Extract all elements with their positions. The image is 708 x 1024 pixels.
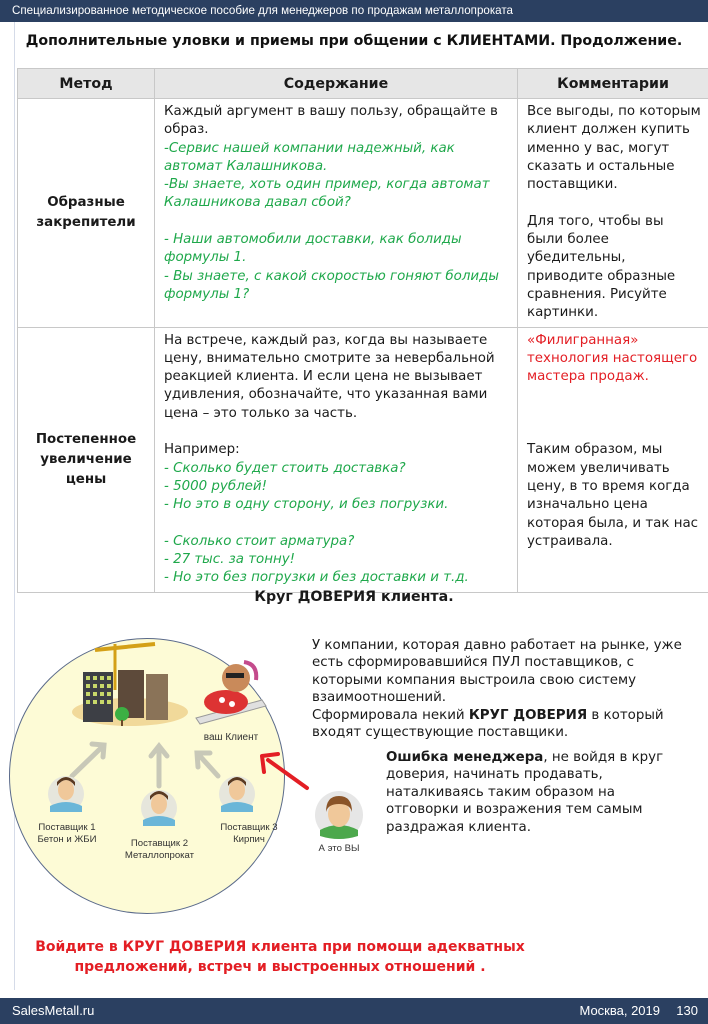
client-illustration: [196, 662, 266, 724]
supplier-1-label: Поставщик 1 Бетон и ЖБИ: [37, 822, 97, 845]
table-row: [18, 327, 708, 592]
call-to-action: Войдите в КРУГ ДОВЕРИЯ клиента при помощи адекватных предложений, встреч и выстроенных отношений .: [35, 939, 525, 975]
trust-circle-illustration: [0, 630, 330, 920]
column-header-comments: Комментарии: [518, 69, 708, 99]
comment-highlight: «Филигранная» технология настоящего мастера продаж.: [527, 332, 698, 385]
example-line: - Но это без погрузки и без доставки и т.д.: [164, 570, 469, 586]
example-line: - Сколько стоит арматура?: [164, 533, 355, 549]
top-banner: Специализированное методическое пособие для менеджеров по продажам металлопроката: [0, 0, 708, 22]
manager-mistake-text: Ошибка менеджера, не войдя в круг доверия, начинать продавать, наталкиваясь таким образом на отговорки и возражения тем самым раздражая клиента.: [386, 750, 664, 835]
method-cell: Постепенное увеличение цены: [18, 327, 155, 592]
example-line: - 27 тыс. за тонну!: [164, 552, 296, 568]
footer-city-year: Москва, 2019: [579, 1003, 660, 1018]
supplier-arrows: [72, 744, 218, 786]
example-line: - Но это в одну сторону, и без погрузки.: [164, 497, 449, 513]
trust-circle-title: Круг ДОВЕРИЯ клиента.: [254, 589, 454, 605]
footer-site: SalesMetall.ru: [12, 1003, 95, 1018]
supplier-1-avatar: [48, 776, 84, 812]
column-header-method: Метод: [18, 69, 155, 99]
table-row: [18, 99, 708, 328]
example-line: - 5000 рублей!: [164, 478, 267, 494]
you-label: А это ВЫ: [318, 843, 360, 854]
example-line: -Вы знаете, хоть один пример, когда автомат Калашникова давал сбой?: [164, 177, 490, 211]
red-arrow-icon: [262, 754, 307, 788]
supplier-3-label: Поставщик 3 Кирпич: [220, 822, 278, 845]
comments-cell: [518, 327, 708, 592]
example-line: -Сервис нашей компании надежный, как автомат Калашникова.: [164, 140, 455, 174]
page-number: 130: [676, 1003, 698, 1018]
comment-text: Для того, чтобы вы были более убедительны, приводите образные сравнения. Рисуйте картинки.: [527, 213, 676, 321]
comment-text: Таким образом, мы можем увеличивать цену, в то время когда изначально цена которая была, и так нас устраивала.: [527, 442, 699, 549]
column-header-content: Содержание: [155, 69, 518, 99]
content-cell: [155, 327, 518, 592]
content-cell: [155, 99, 518, 328]
table-header-row: [18, 69, 708, 99]
footer-bar: [0, 998, 708, 1024]
client-label: ваш Клиент: [203, 732, 259, 743]
example-line: - Наши автомобили доставки, как болиды формулы 1.: [164, 232, 462, 266]
content-intro: Каждый аргумент в вашу пользу, обращайте в образ.: [164, 104, 498, 138]
trust-circle-emphasis: КРУГ ДОВЕРИЯ: [468, 707, 588, 723]
method-cell: Образные закрепители: [18, 99, 155, 328]
page-title: Дополнительные уловки и приемы при общении с КЛИЕНТАМИ. Продолжение.: [25, 33, 683, 49]
content-intro: На встрече, каждый раз, когда вы называете цену, внимательно смотрите за невербальной реакцией клиента. И если цена не вызывает удивления, обозначайте, что указанная вами цена – это только за часть.: [164, 332, 495, 421]
comment-text: Все выгоды, по которым клиент должен купить именно у вас, могут сказать и остальные поставщики.: [527, 104, 701, 193]
supplier-3-avatar: [219, 776, 255, 812]
you-avatar: [314, 790, 364, 840]
mistake-emphasis: Ошибка менеджера: [386, 750, 544, 765]
comments-cell: [518, 99, 708, 328]
example-line: - Вы знаете, с какой скоростью гоняют болиды формулы 1?: [164, 268, 499, 302]
trust-circle-intro: У компании, которая давно работает на рынке, уже есть сформировавшийся ПУЛ поставщиков, с которыми компания выстроила свою систему взаимоотношений. Сформировала некий КРУГ ДОВЕРИЯ в который входят существующие поставщики.: [312, 638, 682, 741]
supplier-2-label: Поставщик 2 Металлопрокат: [124, 838, 195, 861]
supplier-2-avatar: [141, 790, 177, 826]
example-label: Например:: [164, 442, 240, 458]
methods-table: [17, 68, 708, 593]
example-line: - Сколько будет стоить доставка?: [164, 460, 406, 476]
buildings-icon: [72, 644, 188, 726]
